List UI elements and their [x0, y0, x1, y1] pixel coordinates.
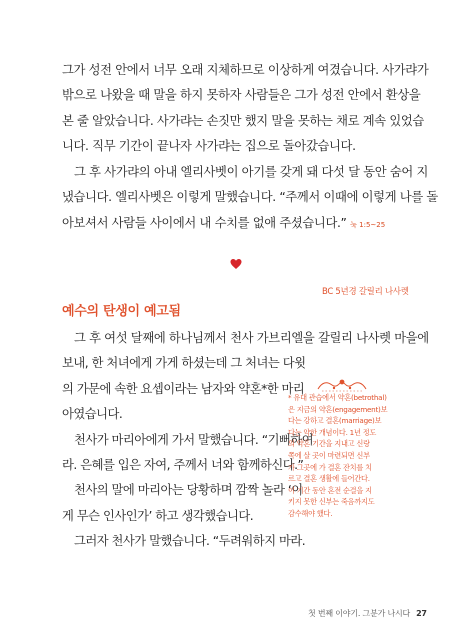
text-line: 게 무슨 인사인가’ 하고 생각했습니다. [62, 508, 254, 523]
sidenote-line: 다는 강하고 결혼(marriage)보 [288, 416, 382, 426]
sidenote-line: 키지 못한 신부는 죽음까지도 [288, 497, 375, 507]
sidenote [288, 392, 408, 520]
section-title: 예수의 탄생이 예고됨 [62, 304, 181, 319]
text-line: 라. 은혜를 입은 자여, 주께서 너와 함께하신다.” [62, 457, 304, 472]
running-title: 첫 번째 이야기. 그분가 나시다 [308, 609, 411, 618]
text-line: 본 줄 알았습니다. 사가랴는 손짓만 했지 말을 못하는 채로 계속 있었습 [62, 113, 424, 128]
page-number: 27 [416, 609, 427, 618]
paragraph-5 [62, 478, 303, 529]
paragraph-3 [62, 326, 429, 351]
page-footer [308, 608, 427, 619]
paragraph-2 [62, 160, 438, 236]
text-line: 천사가 마리아에게 가서 말했습니다. “기뻐하여 [74, 432, 314, 447]
text-line: 천사의 말에 마리아는 당황하며 깜짝 놀라 ‘이 [74, 483, 303, 498]
text-line: 아보셔서 사람들 사이에서 내 수치를 없애 주셨습니다.” [62, 215, 347, 230]
sidenote-line: * 유대 관습에서 약혼(betrothal) [288, 393, 387, 402]
text-line: 의 가문에 속한 요셉이라는 남자와 약혼*한 마리 [62, 381, 305, 396]
paragraph-4 [62, 428, 314, 479]
sidenote-line: 가 그곳에 가 결혼 잔치를 치 [288, 462, 372, 472]
heart-icon [230, 258, 242, 270]
scripture-reference: 눅 1:5~25 [350, 220, 386, 229]
text-line: 아였습니다. [62, 407, 123, 422]
sidenote-line: 은 지금의 약혼(engagement)보 [288, 404, 388, 414]
paragraph-3-continued [62, 351, 306, 427]
text-line: 밖으로 나왔을 때 말을 하지 못하자 사람들은 그가 성전 안에서 환상을 [62, 88, 421, 103]
ornament-icon [312, 375, 372, 393]
sidenote-line: 쪽에 살 곳이 마련되면 신부 [288, 450, 370, 460]
text-line: 그러자 천사가 말했습니다. “두려워하지 마라. [74, 534, 306, 549]
sidenote-line: 다는 약한 개념이다. 1년 정도 [288, 427, 377, 437]
sidenote-line: 르고 결혼 생활에 들어간다. [288, 474, 370, 484]
sidenote-line: 감수해야 했다. [288, 508, 333, 518]
text-line-with-ref [62, 211, 410, 236]
text-line: 보내, 한 처녀에게 가게 하셨는데 그 처녀는 다윗 [62, 356, 306, 371]
text-line: 그 후 여섯 달째에 하나님께서 천사 가브리엘을 갈릴리 나사렛 마을에 [74, 331, 429, 345]
place-time-note: BC 5년경 갈릴리 나사렛 [322, 287, 409, 297]
text-line: 냈습니다. 엘리사벳은 이렇게 말했습니다. “주께서 이때에 이렇게 나를 돌 [62, 190, 438, 205]
paragraph-6 [62, 529, 306, 554]
text-line: 그 후 사가랴의 아내 엘리사벳이 아기를 갖게 돼 다섯 달 동안 숨어 지 [74, 165, 428, 179]
text-line: 니다. 직무 기간이 끝나자 사가랴는 집으로 돌아갔습니다. [62, 139, 356, 154]
text-line: 그가 성전 안에서 너무 오래 지체하므로 이상하게 여겼습니다. 사가랴가 [62, 63, 429, 77]
sidenote-line: 의 약혼 기간을 지내고 신랑 [288, 439, 370, 449]
sidenote-line: 이 기간 동안 혼전 순결을 지 [288, 485, 372, 495]
paragraph-1 [62, 58, 429, 160]
